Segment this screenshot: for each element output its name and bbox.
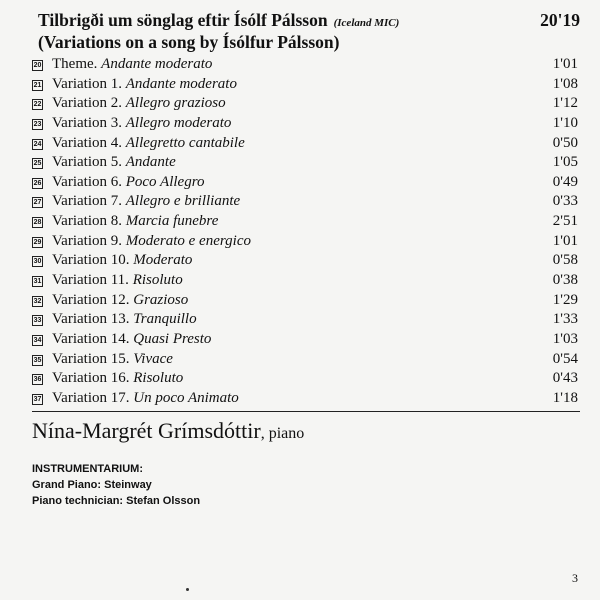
track-tempo: Grazioso — [133, 291, 189, 308]
track-label: Variation 10. — [52, 252, 130, 269]
track-duration: 1'01 — [552, 232, 578, 249]
track-row — [32, 75, 580, 95]
track-number-box: 27 — [33, 199, 42, 207]
instrumentarium-heading: INSTRUMENTARIUM: — [32, 462, 144, 475]
track-title — [52, 75, 237, 95]
track-title — [52, 350, 173, 370]
work-subtitle: (Variations on a song by Ísólfur Pálsson) — [38, 32, 340, 52]
track-row — [32, 389, 580, 409]
track-number-box: 28 — [33, 219, 42, 227]
track-title — [52, 173, 204, 193]
track-number-box: 20 — [33, 62, 42, 69]
print-speck — [186, 588, 189, 591]
track-number-box: 29 — [33, 238, 42, 246]
track-tempo: Andante moderato — [125, 75, 237, 92]
track-row — [32, 330, 580, 350]
track-title — [52, 192, 240, 212]
performer-name: Nína-Margrét Grímsdóttir — [32, 417, 261, 443]
instrumentarium-block — [32, 461, 580, 509]
track-duration: 1'03 — [552, 330, 578, 347]
track-label: Variation 6. — [52, 173, 122, 190]
track-title — [52, 389, 239, 409]
track-label: Variation 5. — [52, 154, 122, 171]
track-tempo: Poco Allegro — [125, 173, 205, 190]
track-label: Variation 1. — [52, 75, 122, 92]
track-tempo: Moderato e energico — [125, 232, 251, 249]
booklet-page — [32, 8, 580, 509]
track-duration: 0'54 — [552, 350, 578, 367]
track-tempo: Risoluto — [132, 272, 183, 289]
publisher-tag: (Iceland MIC) — [333, 17, 400, 29]
track-row — [32, 212, 580, 232]
track-duration: 1'29 — [552, 291, 578, 308]
track-title — [52, 369, 183, 389]
track-duration: 1'18 — [552, 389, 578, 406]
track-number-box: 31 — [33, 278, 42, 286]
track-duration: 0'49 — [552, 173, 578, 190]
track-title — [52, 291, 188, 311]
track-tempo: Allegro grazioso — [125, 95, 226, 112]
track-row — [32, 153, 580, 173]
track-duration: 0'50 — [552, 134, 578, 151]
track-number-box: 23 — [33, 120, 42, 128]
track-title — [52, 330, 211, 350]
track-number-box: 37 — [33, 395, 42, 403]
track-number-box: 24 — [33, 140, 42, 148]
track-label: Variation 4. — [52, 134, 122, 151]
track-label: Variation 16. — [52, 370, 130, 387]
track-title — [52, 94, 226, 114]
track-row — [32, 192, 580, 212]
track-label: Variation 12. — [52, 291, 130, 308]
track-number-box: 26 — [33, 179, 42, 187]
track-number-box: 32 — [33, 297, 42, 305]
track-tempo: Un poco Animato — [133, 389, 239, 406]
work-title — [38, 10, 399, 31]
instrumentarium-technician: Piano technician: Stefan Olsson — [32, 494, 201, 507]
track-duration: 2'51 — [552, 213, 578, 230]
track-number-box: 30 — [33, 258, 42, 266]
track-tempo: Risoluto — [133, 370, 184, 387]
track-row — [32, 55, 580, 75]
track-title — [52, 114, 231, 134]
work-title-row — [32, 8, 580, 30]
track-duration: 1'08 — [552, 75, 578, 92]
track-list — [32, 55, 580, 409]
track-duration: 1'12 — [552, 95, 578, 112]
track-number-box: 21 — [33, 81, 42, 89]
track-title — [52, 55, 212, 75]
track-duration: 1'01 — [552, 56, 578, 72]
track-title — [52, 232, 251, 252]
track-duration: 0'43 — [552, 370, 578, 387]
track-title — [52, 271, 183, 291]
performer-instrument: , piano — [260, 424, 305, 442]
track-row — [32, 310, 580, 330]
track-title — [52, 134, 245, 154]
track-tempo: Allegro e brilliante — [125, 193, 241, 210]
track-tempo: Moderato — [133, 252, 193, 269]
page-number: 3 — [572, 571, 578, 585]
track-duration: 0'38 — [552, 272, 578, 289]
track-number-box: 35 — [33, 356, 42, 364]
track-label: Variation 9. — [52, 232, 122, 249]
track-tempo: Vivace — [133, 350, 173, 367]
track-label: Variation 11. — [52, 272, 129, 289]
track-number-box: 33 — [33, 317, 42, 325]
total-duration: 20'19 — [540, 10, 580, 30]
track-duration: 0'33 — [552, 193, 578, 210]
track-row — [32, 134, 580, 154]
work-title-text: Tilbrigði um sönglag eftir Ísólf Pálsson — [38, 10, 328, 30]
track-duration: 1'05 — [552, 154, 578, 171]
track-tempo: Tranquillo — [133, 311, 197, 328]
track-row — [32, 114, 580, 134]
divider — [32, 411, 580, 412]
track-row — [32, 251, 580, 271]
track-title — [52, 153, 176, 173]
track-row — [32, 173, 580, 193]
track-tempo: Andante moderato — [101, 56, 213, 72]
track-label: Variation 2. — [52, 95, 122, 112]
track-label: Variation 14. — [52, 330, 130, 347]
track-tempo: Quasi Presto — [133, 330, 212, 347]
track-title — [52, 251, 192, 271]
track-duration: 0'58 — [552, 252, 578, 269]
track-row — [32, 291, 580, 311]
track-label: Variation 13. — [52, 311, 130, 328]
track-row — [32, 232, 580, 252]
performer-credit — [32, 416, 580, 449]
track-title — [52, 212, 218, 232]
track-label: Variation 17. — [52, 389, 130, 406]
track-title — [52, 310, 197, 330]
track-number-box: 25 — [33, 160, 42, 168]
track-row — [32, 271, 580, 291]
track-tempo: Marcia funebre — [125, 213, 219, 230]
track-row — [32, 94, 580, 114]
track-number-box: 36 — [33, 376, 42, 384]
track-row — [32, 369, 580, 389]
track-label: Variation 3. — [52, 114, 122, 131]
track-label: Variation 8. — [52, 213, 122, 230]
track-label: Theme. — [52, 56, 98, 72]
track-label: Variation 7. — [52, 193, 122, 210]
track-tempo: Andante — [125, 154, 176, 171]
track-tempo: Allegro moderato — [125, 114, 232, 131]
track-tempo: Allegretto cantabile — [125, 134, 245, 151]
track-number-box: 22 — [33, 101, 42, 109]
track-number-box: 34 — [33, 336, 42, 344]
track-row — [32, 350, 580, 370]
track-duration: 1'33 — [552, 311, 578, 328]
track-label: Variation 15. — [52, 350, 130, 367]
track-duration: 1'10 — [552, 114, 578, 131]
instrumentarium-piano: Grand Piano: Steinway — [32, 478, 152, 491]
